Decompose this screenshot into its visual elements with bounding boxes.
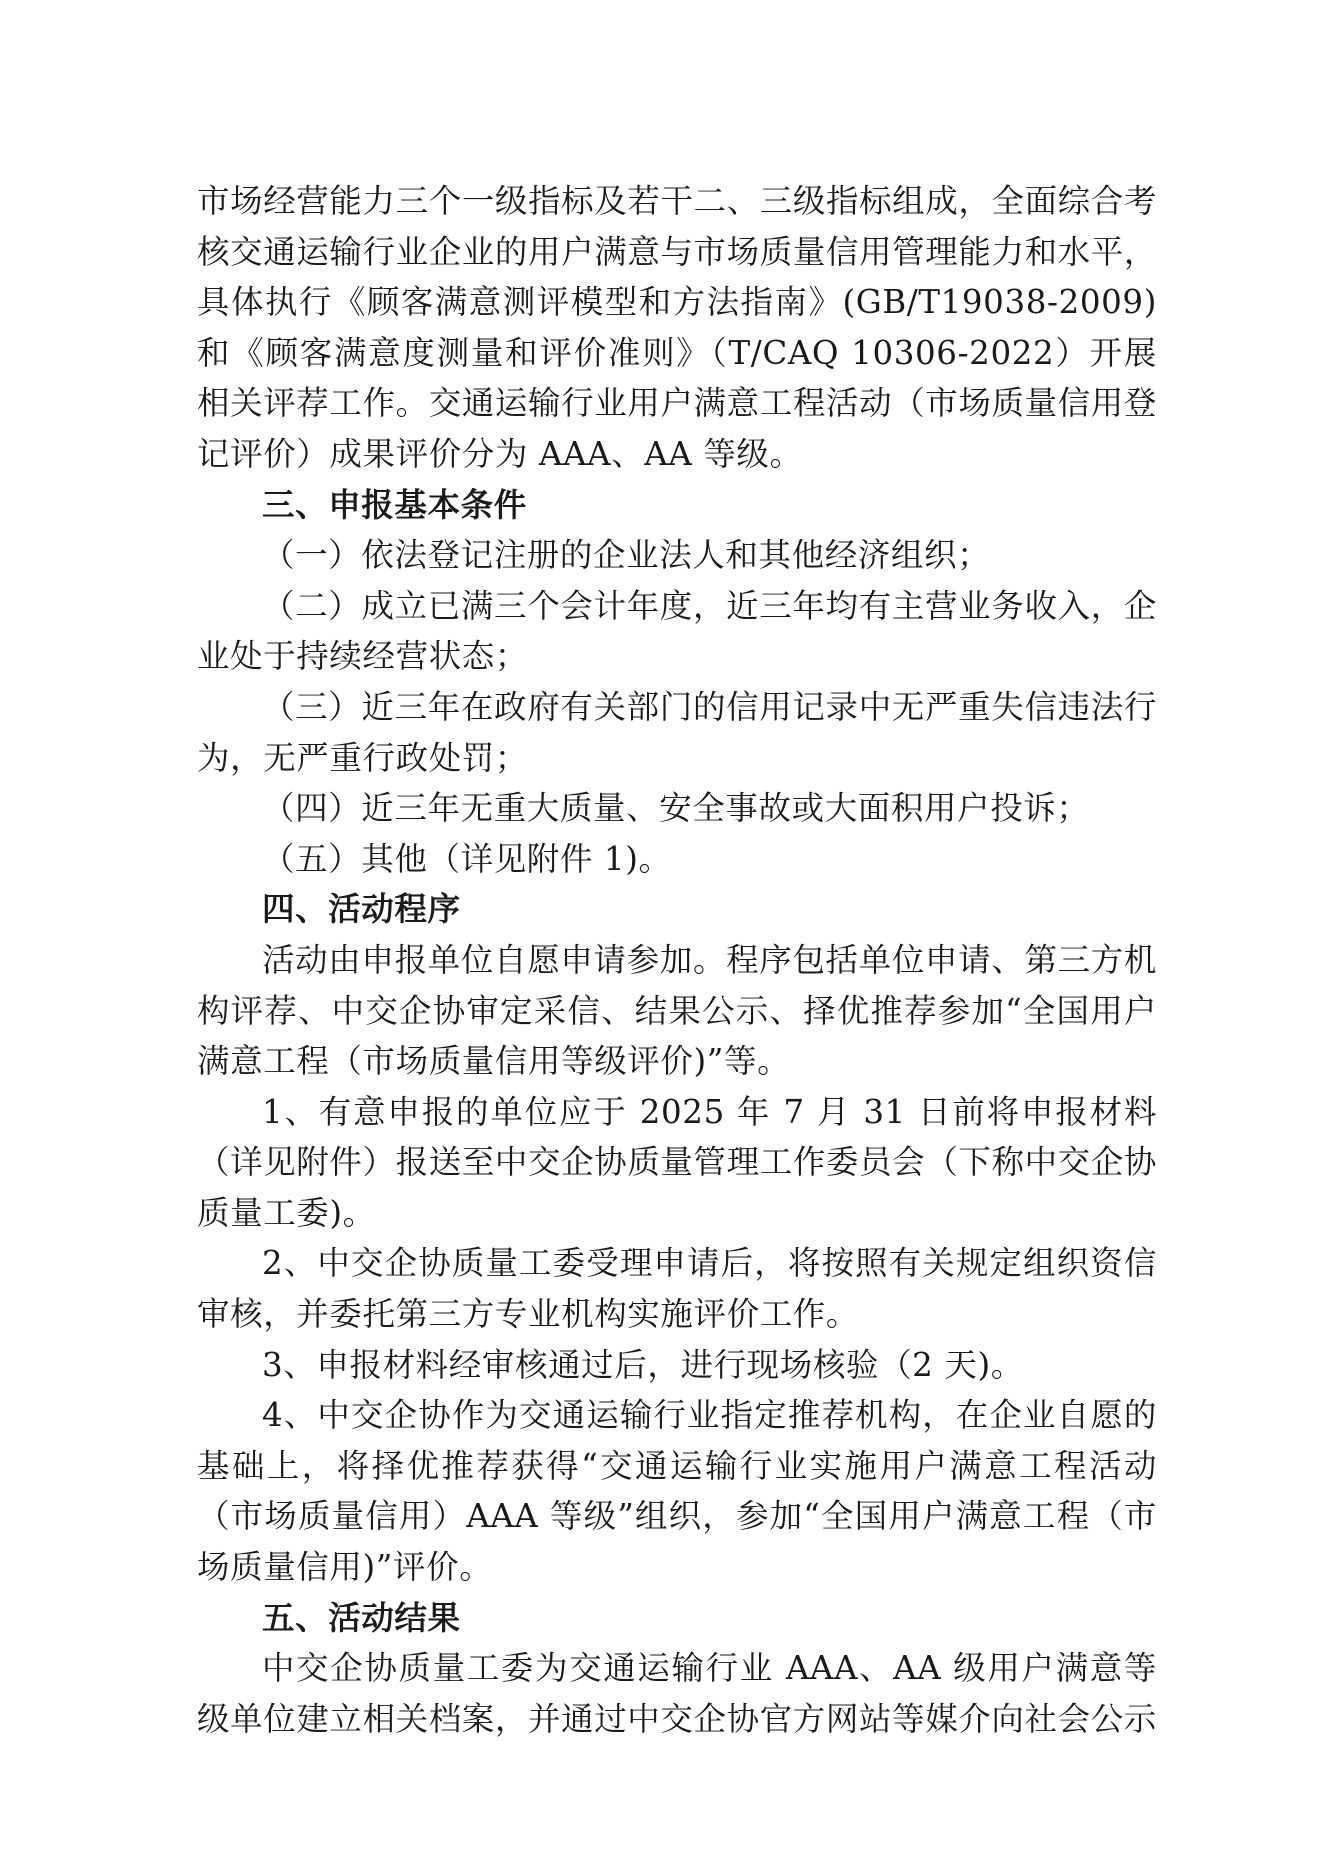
heading-section-5: 五、活动结果 [262, 1598, 461, 1637]
paragraph-condition-1: （一）依法登记注册的企业法人和其他经济组织； [262, 536, 991, 575]
heading-section-4: 四、活动程序 [262, 890, 461, 929]
paragraph-condition-5: （五）其他（详见附件 1)。 [262, 839, 672, 878]
document-body [197, 176, 1157, 1744]
paragraph-evaluation-intro: 市场经营能力三个一级指标及若干二、三级指标组成，全面综合考核交通运输行业企业的用户满意与市场质量信用管理能力和水平，具体执行《顾客满意测评模型和方法指南》(GB/T19038-2009)和《顾客满意度测量和评价准则》（T/CAQ 10306-2022）开展相关评荐工作。交通运输行业用户满意工程活动（市场质量信用登记评价）成果评价分为 AAA、AA 等级。 [197, 182, 1157, 473]
paragraph-procedure-step-1: 1、有意申报的单位应于 2025 年 7 月 31 日前将申报材料（详见附件）报送至中交企协质量管理工作委员会（下称中交企协质量工委)。 [197, 1092, 1157, 1232]
paragraph-condition-2: （二）成立已满三个会计年度，近三年均有主营业务收入，企业处于持续经营状态； [197, 586, 1157, 676]
paragraph-condition-3: （三）近三年在政府有关部门的信用记录中无严重失信违法行为，无严重行政处罚； [197, 687, 1157, 777]
paragraph-procedure-step-4: 4、中交企协作为交通运输行业指定推荐机构，在企业自愿的基础上，将择优推荐获得“交通运输行业实施用户满意工程活动（市场质量信用）AAA 等级”组织，参加“全国用户满意工程（市场质量信用)”评价。 [197, 1396, 1157, 1587]
paragraph-procedure-intro: 活动由申报单位自愿申请参加。程序包括单位申请、第三方机构评荐、中交企协审定采信、结果公示、择优推荐参加“全国用户满意工程（市场质量信用等级评价)”等。 [197, 940, 1157, 1081]
paragraph-procedure-step-2: 2、中交企协质量工委受理申请后，将按照有关规定组织资信审核，并委托第三方专业机构实施评价工作。 [197, 1244, 1157, 1334]
paragraph-condition-4: （四）近三年无重大质量、安全事故或大面积用户投诉； [262, 789, 1090, 828]
heading-section-3: 三、申报基本条件 [262, 485, 527, 524]
paragraph-procedure-step-3: 3、申报材料经审核通过后，进行现场核验（2 天)。 [262, 1345, 1024, 1384]
paragraph-results: 中交企协质量工委为交通运输行业 AAA、AA 级用户满意等级单位建立相关档案，并通过中交企协官方网站等媒介向社会公示 [197, 1649, 1157, 1738]
